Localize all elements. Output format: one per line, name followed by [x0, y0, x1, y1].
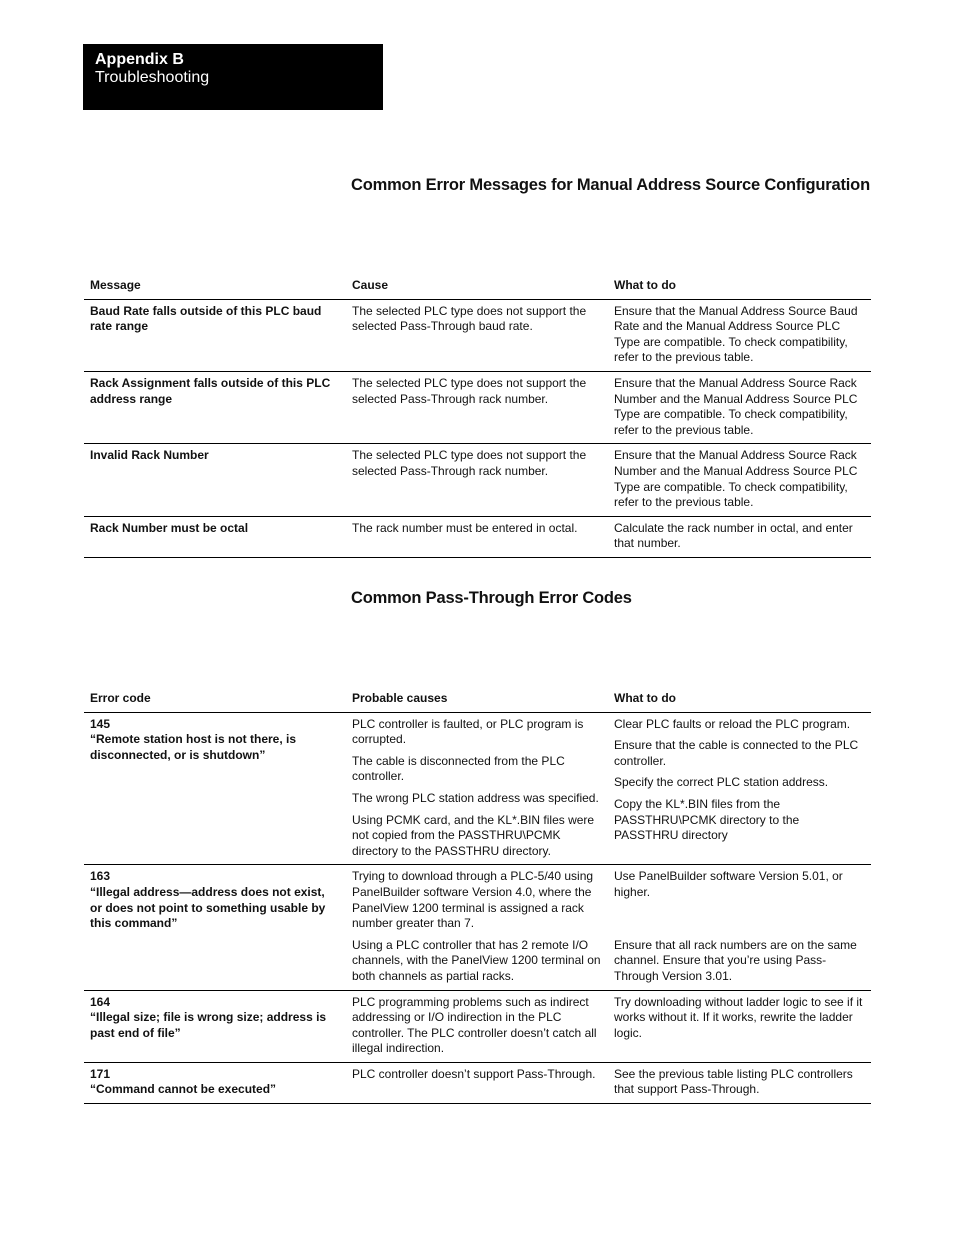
- column-header: Probable causes: [346, 691, 608, 712]
- action-item: Copy the KL*.BIN files from the PASSTHRU\PCMK directory to the PASSTHRU directory: [614, 796, 800, 843]
- error-description: “Illegal size; file is wrong size; address is past end of file”: [90, 1010, 327, 1040]
- passthrough-error-table: [84, 691, 871, 1104]
- cause-cell: The rack number must be entered in octal.: [346, 516, 608, 557]
- table-row: [84, 990, 871, 1062]
- appendix-label: Appendix B: [95, 51, 184, 68]
- actions-cell: [608, 990, 871, 1062]
- table-row: [84, 516, 871, 557]
- action-cell: Ensure that the Manual Address Source Rack Number and the Manual Address Source PLC Type are compatible. To check compatibility, refer to the previous table.: [608, 371, 871, 443]
- cause-item: Using a PLC controller that has 2 remote I/O channels, with the PanelView 1200 terminal on both channels as partial racks.: [352, 937, 601, 983]
- error-code-cell: [84, 990, 346, 1062]
- table-header-row: [84, 278, 871, 299]
- causes-cell: [346, 865, 608, 990]
- action-item: Ensure that all rack numbers are on the same channel. Ensure that you’re using Pass-Through Version 3.01.: [614, 937, 857, 983]
- column-header: Error code: [84, 691, 346, 712]
- cause-item: Using PCMK card, and the KL*.BIN files were not copied from the PASSTHRU\PCMK directory to the PASSTHRU directory.: [352, 812, 595, 858]
- cause-cell: The selected PLC type does not support the selected Pass-Through rack number.: [346, 444, 608, 516]
- action-cell: Ensure that the Manual Address Source Baud Rate and the Manual Address Source PLC Type are compatible. To check compatibility, refer to the previous table.: [608, 299, 871, 371]
- passthrough-section-title: Common Pass-Through Error Codes: [351, 589, 632, 607]
- message-cell: Rack Assignment falls outside of this PLC address range: [84, 371, 346, 443]
- error-code-cell: [84, 1062, 346, 1103]
- action-cell: Ensure that the Manual Address Source Rack Number and the Manual Address Source PLC Type are compatible. To check compatibility, refer to the previous table.: [608, 444, 871, 516]
- message-cell: Invalid Rack Number: [84, 444, 346, 516]
- table-row: [84, 444, 871, 516]
- table-header-row: [84, 691, 871, 712]
- actions-cell: [608, 865, 871, 990]
- cause-item: Trying to download through a PLC-5/40 using PanelBuilder software Version 4.0, where the PanelView 1200 terminal is assigned a rack number greater than 7.: [352, 869, 594, 931]
- error-description: “Remote station host is not there, is disconnected, or is shutdown”: [90, 732, 297, 762]
- section-label: Troubleshooting: [95, 69, 210, 86]
- column-header: Message: [84, 278, 346, 299]
- error-code-cell: [84, 865, 346, 990]
- action-item: Clear PLC faults or reload the PLC program.: [614, 716, 851, 731]
- actions-cell: [608, 712, 871, 865]
- error-code: 171: [90, 1066, 111, 1081]
- action-item: See the previous table listing PLC controllers that support Pass-Through.: [614, 1066, 853, 1097]
- action-item: Specify the correct PLC station address.: [614, 775, 829, 790]
- cause-item: PLC programming problems such as indirect addressing or I/O indirection in the PLC controller. The PLC controller doesn’t catch all illegal indirection.: [352, 994, 597, 1056]
- column-header: What to do: [608, 691, 871, 712]
- actions-cell: [608, 1062, 871, 1103]
- cause-cell: The selected PLC type does not support the selected Pass-Through baud rate.: [346, 299, 608, 371]
- table-row: [84, 299, 871, 371]
- causes-cell: [346, 712, 608, 865]
- causes-cell: [346, 1062, 608, 1103]
- error-code: 163: [90, 869, 111, 884]
- message-cell: Baud Rate falls outside of this PLC baud rate range: [84, 299, 346, 371]
- table-row: [84, 865, 871, 990]
- action-item: Use PanelBuilder software Version 5.01, or higher.: [614, 869, 843, 899]
- action-item: Ensure that the cable is connected to the PLC controller.: [614, 738, 859, 768]
- cause-item: The wrong PLC station address was specified.: [352, 790, 599, 805]
- cause-item: The cable is disconnected from the PLC controller.: [352, 753, 565, 784]
- error-code: 164: [90, 994, 111, 1009]
- page-header: [83, 44, 383, 110]
- column-header: Cause: [346, 278, 608, 299]
- action-item: Try downloading without ladder logic to see if it works without it. If it works, rewrite the ladder logic.: [614, 994, 863, 1040]
- error-description: “Illegal address—address does not exist, or does not point to something usable by this command”: [90, 884, 326, 931]
- manual-error-table: [84, 278, 871, 558]
- table-row: [84, 1062, 871, 1103]
- cause-item: PLC controller doesn’t support Pass-Through.: [352, 1066, 596, 1081]
- message-cell: Rack Number must be octal: [84, 516, 346, 557]
- error-description: “Command cannot be executed”: [90, 1082, 277, 1097]
- error-code-cell: [84, 712, 346, 865]
- manual-section-title: Common Error Messages for Manual Address Source Configuration: [351, 176, 870, 194]
- causes-cell: [346, 990, 608, 1062]
- column-header: What to do: [608, 278, 871, 299]
- table-row: [84, 712, 871, 865]
- error-code: 145: [90, 716, 111, 731]
- cause-item: PLC controller is faulted, or PLC program is corrupted.: [352, 716, 584, 747]
- cause-cell: The selected PLC type does not support the selected Pass-Through rack number.: [346, 371, 608, 443]
- table-row: [84, 371, 871, 443]
- action-cell: Calculate the rack number in octal, and enter that number.: [608, 516, 871, 557]
